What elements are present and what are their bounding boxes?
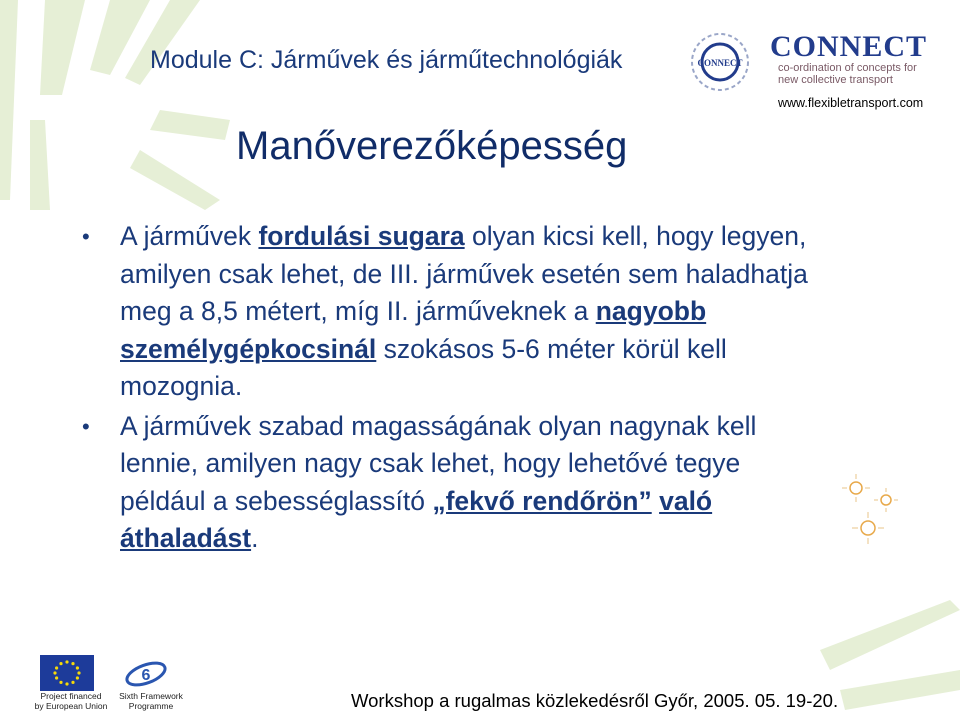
emphasis-larger-car: nagyobb személygépkocsinál [120, 296, 707, 364]
module-title: Module C: Járművek és járműtechnológiák [150, 46, 623, 74]
sun-rays-decoration [0, 0, 240, 210]
sixth-framework-logo-icon [122, 657, 170, 691]
emphasis-speed-bump: „fekvő rendőrön” [432, 485, 652, 516]
bullet-text: olyan kicsi kell, hogy legyen, amilyen csak lehet, de III. járművek esetén sem haladhatja meg a 8,5 métert, míg II. járműveknek a [120, 221, 808, 326]
eu-caption [26, 691, 116, 711]
bullet-dot: • [82, 224, 90, 249]
connect-tagline-1: co-ordination of concepts for [778, 62, 917, 74]
small-sun-icon [838, 470, 908, 550]
connect-tagline-2: new collective transport [778, 74, 893, 86]
fp-caption-line-1: Sixth Framework [119, 691, 183, 701]
bullet-text: szokásos 5-6 méter körül kell mozognia. [120, 333, 727, 401]
eu-caption-line-2: by European Union [34, 701, 108, 711]
connect-logo-word: CONNECT [770, 30, 928, 63]
bullet-item-turning-radius [82, 218, 822, 406]
eu-flag-icon [40, 655, 94, 691]
connect-circle-logo-icon [688, 30, 752, 94]
fp-caption [106, 691, 196, 711]
bullet-text: A járművek szabad magasságának olyan nagynak kell lennie, amilyen nagy csak lehet, hogy lehetővé tegye például a sebességlassító [120, 410, 757, 516]
fp-caption-line-2: Programme [128, 701, 174, 711]
bullet-text [652, 486, 659, 516]
connect-url: www.flexibletransport.com [778, 96, 924, 110]
emphasis-passing-over: való áthaladást [120, 485, 713, 553]
emphasis-turning-radius: fordulási sugara [258, 221, 465, 251]
eu-caption-line-1: Project financed [40, 691, 102, 701]
bullet-item-clearance-height [82, 408, 822, 558]
bullet-dot: • [82, 413, 90, 439]
workshop-footer-text: Workshop a rugalmas közlekedésről Győr, 2005. 05. 19-20. [351, 690, 839, 711]
bullet-text: A járművek [120, 221, 259, 251]
svg-text:CONNECT: CONNECT [697, 58, 743, 68]
slide-title: Manőverezőképesség [236, 124, 628, 168]
connect-logo [770, 32, 950, 86]
svg-text:6: 6 [141, 667, 151, 684]
bullet-text: . [251, 523, 259, 553]
bullet-list [82, 218, 822, 560]
